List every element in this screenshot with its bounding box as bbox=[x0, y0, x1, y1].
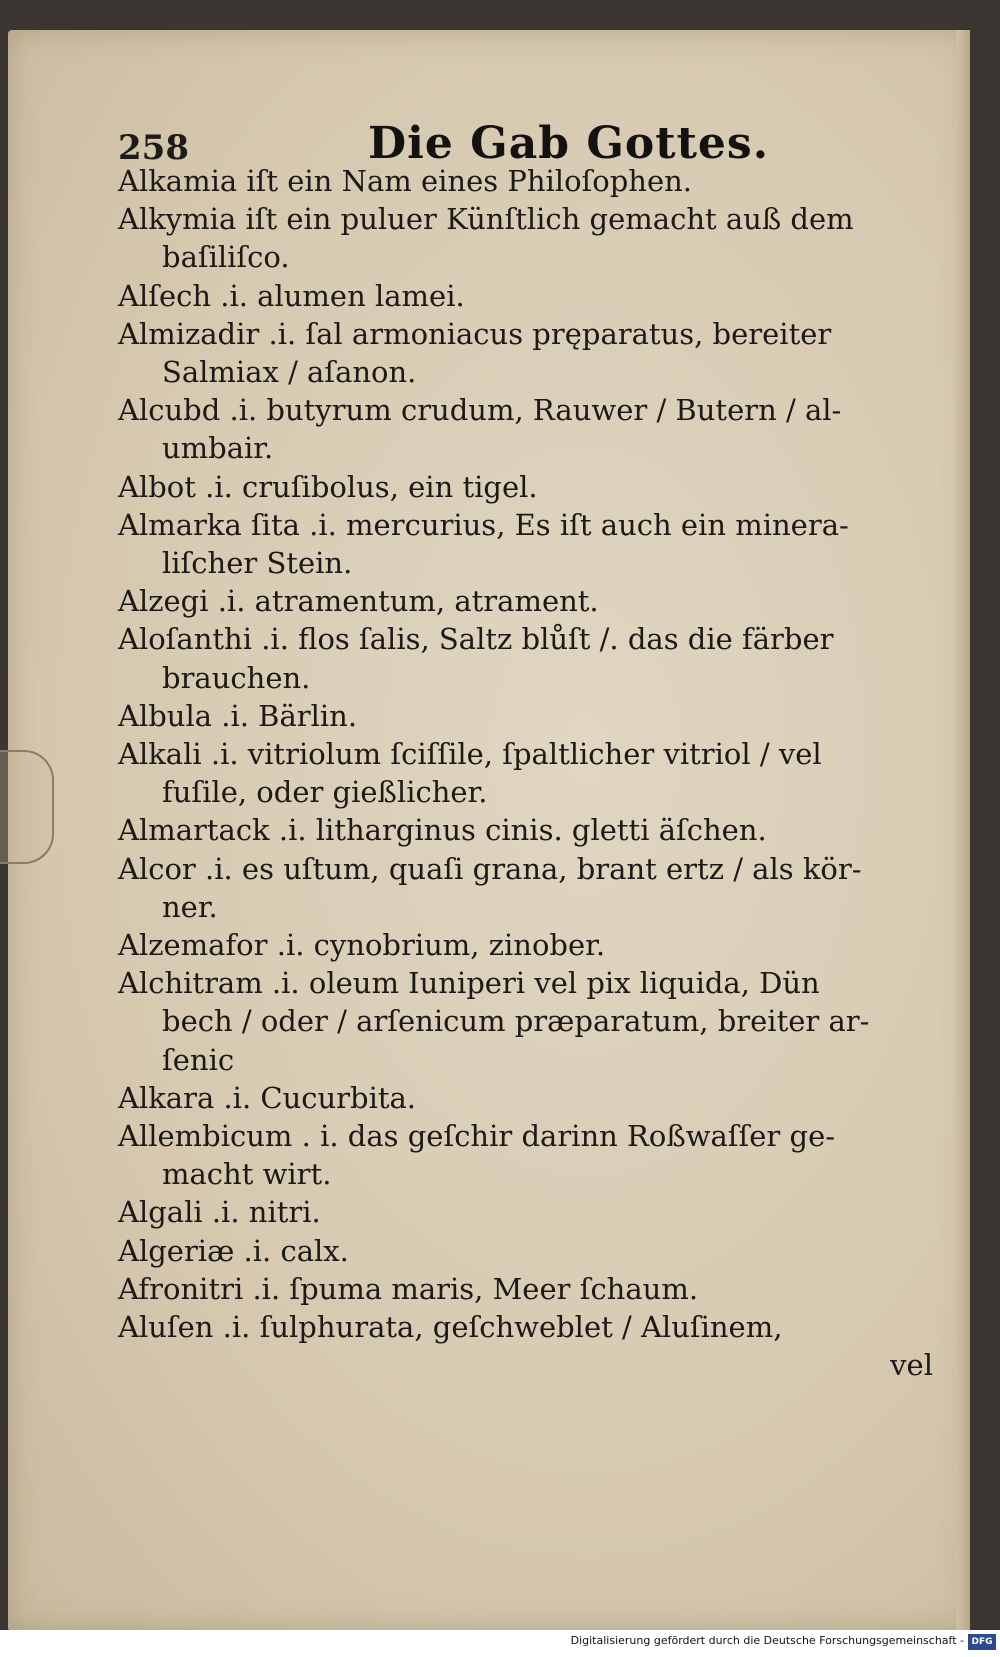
glossary-entry bbox=[118, 964, 933, 1079]
glossary-entry bbox=[118, 391, 933, 467]
glossary-entry bbox=[118, 735, 933, 811]
entry-continuation: ner. bbox=[162, 889, 218, 924]
entry-headline: Aluſen .i. ſulphurata, geſchweblet / Aluſinem, bbox=[118, 1310, 783, 1345]
entry-continuation: macht wirt. bbox=[162, 1157, 332, 1192]
entry-continuation: baſiliſco. bbox=[162, 240, 290, 275]
entry-headline: Algali .i. nitri. bbox=[118, 1195, 321, 1230]
glossary-entry bbox=[118, 582, 933, 620]
glossary-entry bbox=[118, 850, 933, 926]
glossary-entry bbox=[118, 468, 933, 506]
entry-continuation: liſcher Stein. bbox=[162, 546, 353, 581]
glossary-entry bbox=[118, 277, 933, 315]
entry-headline: Almarka ſita .i. mercurius, Es iſt auch ein minera- bbox=[118, 507, 849, 542]
entry-headline: Albula .i. Bärlin. bbox=[118, 698, 358, 733]
dfg-logo: DFG bbox=[968, 1634, 996, 1650]
entry-headline: Almizadir .i. ſal armoniacus pręparatus, bereiter bbox=[118, 316, 832, 351]
entry-headline: Alcor .i. es uſtum, quaſi grana, brant ertz / als kör- bbox=[118, 851, 862, 886]
book-clasp bbox=[0, 750, 54, 864]
glossary-entry bbox=[118, 620, 933, 696]
page-number: 258 bbox=[118, 128, 189, 168]
glossary-entry bbox=[118, 1193, 933, 1231]
entry-headline: Allembicum . i. das geſchir darinn Roßwaſſer ge- bbox=[118, 1119, 836, 1154]
entry-headline: Alzegi .i. atramentum, atrament. bbox=[118, 584, 599, 619]
digitization-footer bbox=[0, 1630, 1000, 1657]
glossary-entry bbox=[118, 1270, 933, 1308]
entry-headline: Alcubd .i. butyrum crudum, Rauwer / Butern / al- bbox=[118, 393, 842, 428]
entry-headline: Alzemafor .i. cynobrium, zinober. bbox=[118, 928, 606, 963]
entry-headline: Afronitri .i. ſpuma maris, Meer ſchaum. bbox=[118, 1271, 699, 1306]
glossary-entry bbox=[118, 1117, 933, 1193]
glossary-entry bbox=[118, 926, 933, 964]
entry-headline: Alkymia iſt ein puluer Künſtlich gemacht auß dem bbox=[118, 202, 854, 237]
glossary-entry bbox=[118, 162, 933, 200]
catchword-line bbox=[118, 1346, 933, 1384]
entry-continuation: umbair. bbox=[162, 431, 274, 466]
catchword: vel bbox=[890, 1348, 933, 1383]
glossary-entry bbox=[118, 1232, 933, 1270]
entry-headline: Alkali .i. vitriolum ſciſſile, ſpaltlicher vitriol / vel bbox=[118, 737, 822, 772]
entry-headline: Alkara .i. Cucurbita. bbox=[118, 1080, 417, 1115]
entry-headline: Albot .i. cruſibolus, ein tigel. bbox=[118, 469, 538, 504]
glossary-entry bbox=[118, 315, 933, 391]
entry-continuation: brauchen. bbox=[162, 660, 311, 695]
entry-headline: Alchitram .i. oleum Iuniperi vel pix liquida, Dün bbox=[118, 966, 820, 1001]
funding-credit: Digitalisierung gefördert durch die Deutsche Forschungsgemeinschaft - bbox=[570, 1634, 964, 1647]
entry-headline: Alkamia iſt ein Nam eines Philoſophen. bbox=[118, 164, 693, 198]
entry-continuation: ſenic bbox=[162, 1042, 235, 1077]
entry-headline: Aloſanthi .i. flos ſalis, Saltz blůſt /. das die färber bbox=[118, 622, 834, 657]
glossary-entry bbox=[118, 1308, 933, 1346]
glossary-entry bbox=[118, 200, 933, 276]
entry-headline: Almartack .i. litharginus cinis. gletti äſchen. bbox=[118, 813, 767, 848]
glossary-entry bbox=[118, 697, 933, 735]
entry-headline: Alſech .i. alumen lamei. bbox=[118, 278, 465, 313]
glossary-entry bbox=[118, 1079, 933, 1117]
entry-continuation: fuſile, oder gießlicher. bbox=[162, 775, 488, 810]
entry-continuation: bech / oder / arſenicum præparatum, breiter ar- bbox=[162, 1004, 870, 1039]
entry-continuation: Salmiax / aſanon. bbox=[162, 355, 417, 390]
glossary-entry bbox=[118, 506, 933, 582]
glossary-entry bbox=[118, 811, 933, 849]
running-title: Die Gab Gottes. bbox=[368, 118, 770, 169]
page-edge bbox=[956, 30, 970, 1630]
glossary-entries bbox=[118, 162, 933, 1385]
entry-headline: Algeriæ .i. calx. bbox=[118, 1233, 349, 1268]
